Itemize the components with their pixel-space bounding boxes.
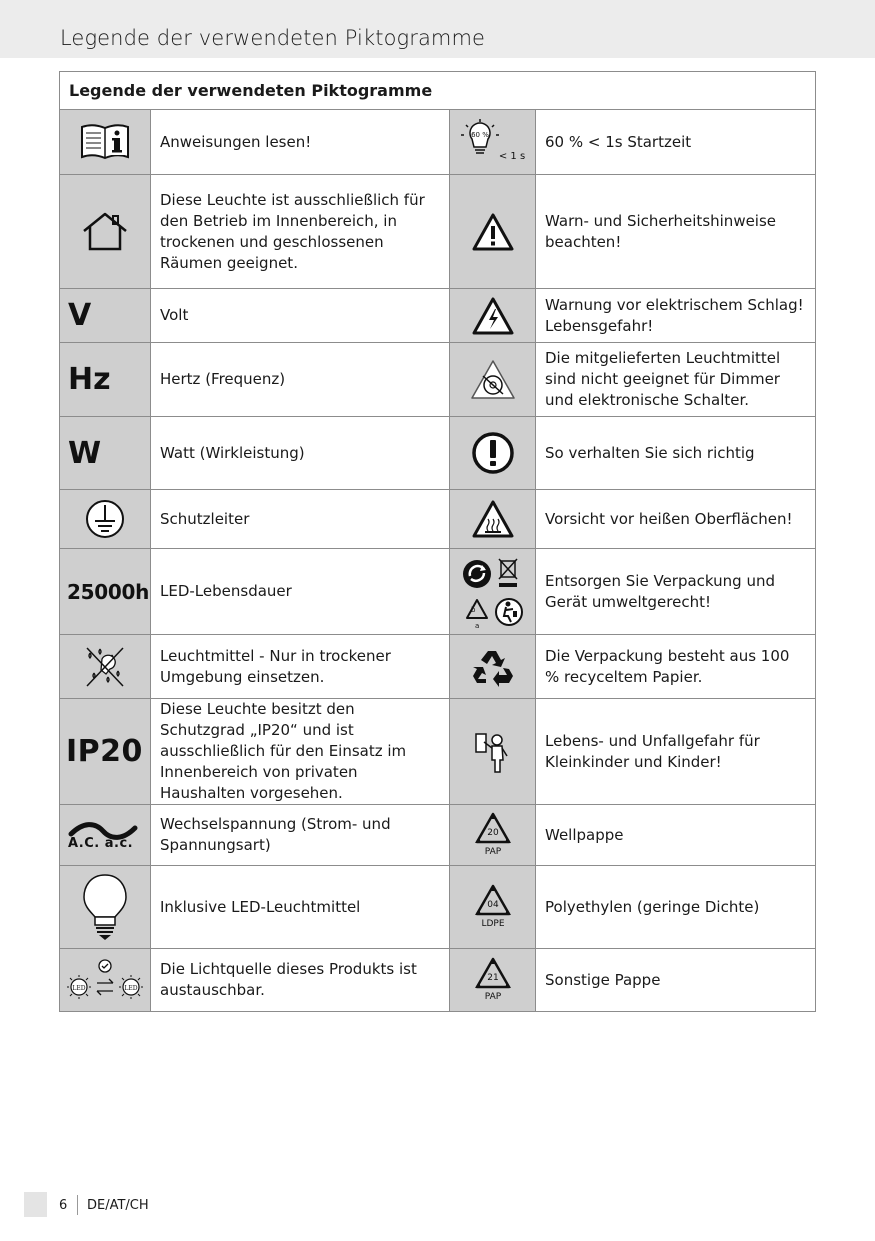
page-title: Legende der verwendeten Piktogramme bbox=[60, 26, 486, 50]
page-number: 6 bbox=[59, 1198, 68, 1213]
footer-languages: DE/AT/CH bbox=[87, 1198, 149, 1213]
recycle-code-material: PAP bbox=[484, 847, 501, 857]
table-row bbox=[60, 289, 816, 343]
dry-use-only-icon bbox=[60, 635, 151, 699]
book-info-icon bbox=[60, 110, 151, 175]
table-row bbox=[60, 866, 816, 949]
ac-label: A.C. a.c. bbox=[68, 835, 134, 851]
legend-caption: Legende der verwendeten Piktogramme bbox=[60, 72, 816, 110]
legend-text: Inklusive LED-Leuchtmittel bbox=[151, 866, 450, 949]
legend-caption-row bbox=[60, 72, 816, 110]
table-row bbox=[60, 549, 816, 635]
no-dimmer-icon bbox=[450, 343, 536, 417]
legend-table bbox=[59, 71, 816, 1012]
electric-shock-warning-icon bbox=[450, 289, 536, 343]
legend-text: So verhalten Sie sich richtig bbox=[536, 417, 816, 490]
table-row bbox=[60, 417, 816, 490]
ip20-symbol bbox=[60, 699, 151, 805]
hertz-symbol bbox=[60, 343, 151, 417]
legend-text: Die mitgelieferten Leuchtmittel sind nicht geeignet für Dimmer und elektronische Schalter. bbox=[536, 343, 816, 417]
lifetime-hours-symbol bbox=[60, 549, 151, 635]
lifetime-label: 25000h bbox=[67, 579, 150, 604]
table-row bbox=[60, 635, 816, 699]
recycle-code-number: 04 bbox=[486, 900, 499, 910]
legend-text: 60 % < 1s Startzeit bbox=[536, 110, 816, 175]
hot-surface-warning-icon bbox=[450, 490, 536, 549]
ip20-label: IP20 bbox=[66, 734, 143, 769]
table-row bbox=[60, 343, 816, 417]
legend-text: Die Lichtquelle dieses Produkts ist austauschbar. bbox=[151, 949, 450, 1012]
recycle-code-material: LDPE bbox=[480, 919, 505, 929]
table-row bbox=[60, 110, 816, 175]
led-label-left: LED bbox=[72, 985, 86, 992]
recycle-code-material: PAP bbox=[484, 992, 501, 1002]
legend-text: Die Verpackung besteht aus 100 % recyceltem Papier. bbox=[536, 635, 816, 699]
recycle-code-04-ldpe-icon bbox=[450, 866, 536, 949]
disposal-letter-a: a bbox=[474, 621, 479, 630]
legend-text: Leuchtmittel - Nur in trockener Umgebung einsetzen. bbox=[151, 635, 450, 699]
legend-text: Lebens- und Unfallgefahr für Kleinkinder und Kinder! bbox=[536, 699, 816, 805]
bulb-time-label: < 1 s bbox=[498, 151, 525, 162]
volt-letter: V bbox=[68, 298, 92, 333]
recycle-code-20-pap-icon bbox=[450, 805, 536, 866]
disposal-letter-b: b bbox=[470, 605, 475, 614]
legend-text: Warnung vor elektrischem Schlag! Lebensgefahr! bbox=[536, 289, 816, 343]
warning-exclamation-icon bbox=[450, 175, 536, 289]
legend-text: Anweisungen lesen! bbox=[151, 110, 450, 175]
led-bulb-icon bbox=[60, 866, 151, 949]
footer-marker bbox=[24, 1192, 47, 1217]
recycle-code-number: 20 bbox=[486, 828, 499, 838]
legend-text: Schutzleiter bbox=[151, 490, 450, 549]
legend-text: Wellpappe bbox=[536, 805, 816, 866]
exclamation-circle-icon bbox=[450, 417, 536, 490]
volt-symbol bbox=[60, 289, 151, 343]
legend-text: Vorsicht vor heißen Oberflächen! bbox=[536, 490, 816, 549]
legend-text: Sonstige Pappe bbox=[536, 949, 816, 1012]
replaceable-light-source-icon bbox=[60, 949, 151, 1012]
child-danger-icon bbox=[450, 699, 536, 805]
legend-text: Hertz (Frequenz) bbox=[151, 343, 450, 417]
legend-text: Entsorgen Sie Verpackung und Gerät umweltgerecht! bbox=[536, 549, 816, 635]
legend-text: Polyethylen (geringe Dichte) bbox=[536, 866, 816, 949]
watt-symbol bbox=[60, 417, 151, 490]
protective-earth-icon bbox=[60, 490, 151, 549]
alternating-current-icon bbox=[60, 805, 151, 866]
legend-text: Diese Leuchte besitzt den Schutzgrad „IP20“ und ist ausschließlich für den Einsatz im Innenbereich von privaten Haushalten vorgesehen. bbox=[151, 699, 450, 805]
legend-text: Watt (Wirkleistung) bbox=[151, 417, 450, 490]
table-row bbox=[60, 805, 816, 866]
footer-divider bbox=[77, 1195, 78, 1215]
bulb-percent-label: 60 % bbox=[470, 131, 489, 139]
recycle-code-number: 21 bbox=[486, 973, 499, 983]
legend-text: Wechselspannung (Strom- und Spannungsart) bbox=[151, 805, 450, 866]
table-row bbox=[60, 175, 816, 289]
recycling-icon bbox=[450, 635, 536, 699]
legend-text: LED-Lebensdauer bbox=[151, 549, 450, 635]
watt-letter: W bbox=[68, 435, 102, 471]
led-label-right: LED bbox=[124, 985, 138, 992]
table-row bbox=[60, 699, 816, 805]
legend-text: Warn- und Sicherheitshinweise beachten! bbox=[536, 175, 816, 289]
house-icon bbox=[60, 175, 151, 289]
legend-text: Diese Leuchte ist ausschließlich für den Betrieb im Innenbereich, in trockenen und geschlossenen Räumen geeignet. bbox=[151, 175, 450, 289]
hertz-letters: Hz bbox=[68, 362, 111, 397]
bulb-60-percent-icon bbox=[450, 110, 536, 175]
table-row bbox=[60, 949, 816, 1012]
legend-text: Volt bbox=[151, 289, 450, 343]
table-row bbox=[60, 490, 816, 549]
recycle-code-21-pap-icon bbox=[450, 949, 536, 1012]
disposal-icons bbox=[450, 549, 536, 635]
